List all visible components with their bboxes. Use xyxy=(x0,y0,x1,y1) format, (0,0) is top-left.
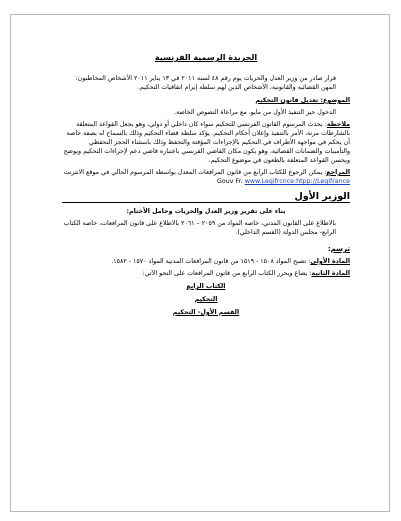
subject-label: الموضوع xyxy=(322,97,350,104)
effective-date: الدخول حيز التنفيذ الأول من مايو، مع مراعاة النصوص الخاصة. xyxy=(174,109,336,116)
references-label: المراجع xyxy=(326,169,350,176)
legifrance-link[interactable]: www.Legifrcnce:htpp://Legifrance xyxy=(244,178,350,185)
document-title: الجريدة الرسمية الفرنسية xyxy=(154,53,258,62)
subject-line xyxy=(62,96,350,105)
subject-value: : تعديل قانون التحكيم xyxy=(255,97,323,104)
section-one-heading: القسم الأول- التحكيم xyxy=(172,309,240,316)
document-page xyxy=(62,21,350,511)
intro-paragraph: قرار صادر من وزير العدل والحريات يوم رقم ٤٨ لسنة ٢٠١١ في ١٣ يناير ٢٠١١ الأشخاص المخاطبون: المهن القضائية والقانونية، الأشخاص الذين لهم سلطة إبرام اتفاقيات التحكيم. xyxy=(75,75,336,91)
article-1-text: : تصبح المواد ١٥٠٨ - ١٥١٩ من قانون المرافعات المدنية المواد ١٥٧٠ - ١٥٨٢. xyxy=(111,258,311,265)
article-1-label: المادة الأولى xyxy=(310,258,350,265)
arbitration-heading: التحكيم xyxy=(194,296,218,303)
references-paragraph xyxy=(62,168,350,186)
decree-colon: : xyxy=(327,245,331,253)
article-1 xyxy=(62,257,350,266)
article-2 xyxy=(62,269,350,278)
book-four-heading: الكتاب الرابع xyxy=(186,283,226,290)
references-tail: Gouv Fr. xyxy=(217,178,243,185)
heading-divider xyxy=(62,202,350,203)
decree-label: ترسم xyxy=(330,245,350,253)
note-paragraph xyxy=(62,120,350,165)
minister-heading: الوزير الأول xyxy=(294,191,350,202)
decree-line xyxy=(62,245,350,254)
article-2-text: : يصاغ ويحرر الكتاب الرابع من قانون المرافعات على النحو الآتي: xyxy=(142,270,312,277)
note-text: : يحدث المرسوم القانون الفرنسي للتحكيم سواء كان داخلي أو دولي، وهو يجعل القواعد المتعلقة بالشارطات مرنة، الأمر بالتنفيذ وإعلان أحكام التحكيم. يؤكد سلطة قضاء التحكيم وذلك بالسماح له بصفة خاصة أن يحكم في مواجهة الأطراف في التحكيم بالإجراءات المؤقتة والتحفظ وذلك باستثناء الحجز التحفظي والتأمينات والضمانات القضائية، وهو يكون مكان القاضي الفرنسي باعتباره قاضي دعم لإجراءات التحكيم ويوضح ويحسن القواعد المتعلقة بالطعون في موضوع التحكيم. xyxy=(63,121,350,164)
report-line: بناء على تقرير وزير العدل والحريات وحامل الأختام: xyxy=(126,208,286,215)
article-2-label: المادة الثانية xyxy=(311,270,350,277)
note-label: ملاحظة xyxy=(326,121,350,128)
references-text: : يمكن الرجوع للكتاب الرابع من قانون المرافعات المعدل بواسطة المرسوم الحالي في موقع الانترنت xyxy=(63,169,327,176)
review-paragraph: بالاطلاع على القانون المدني، خاصة المواد من ٢٠٥٩ – ٢٠٦١ بالاطلاع على قانون المرافعات، خاصة الكتاب الرابع- مجلس الدولة (القسم الداخلي). xyxy=(63,220,336,236)
